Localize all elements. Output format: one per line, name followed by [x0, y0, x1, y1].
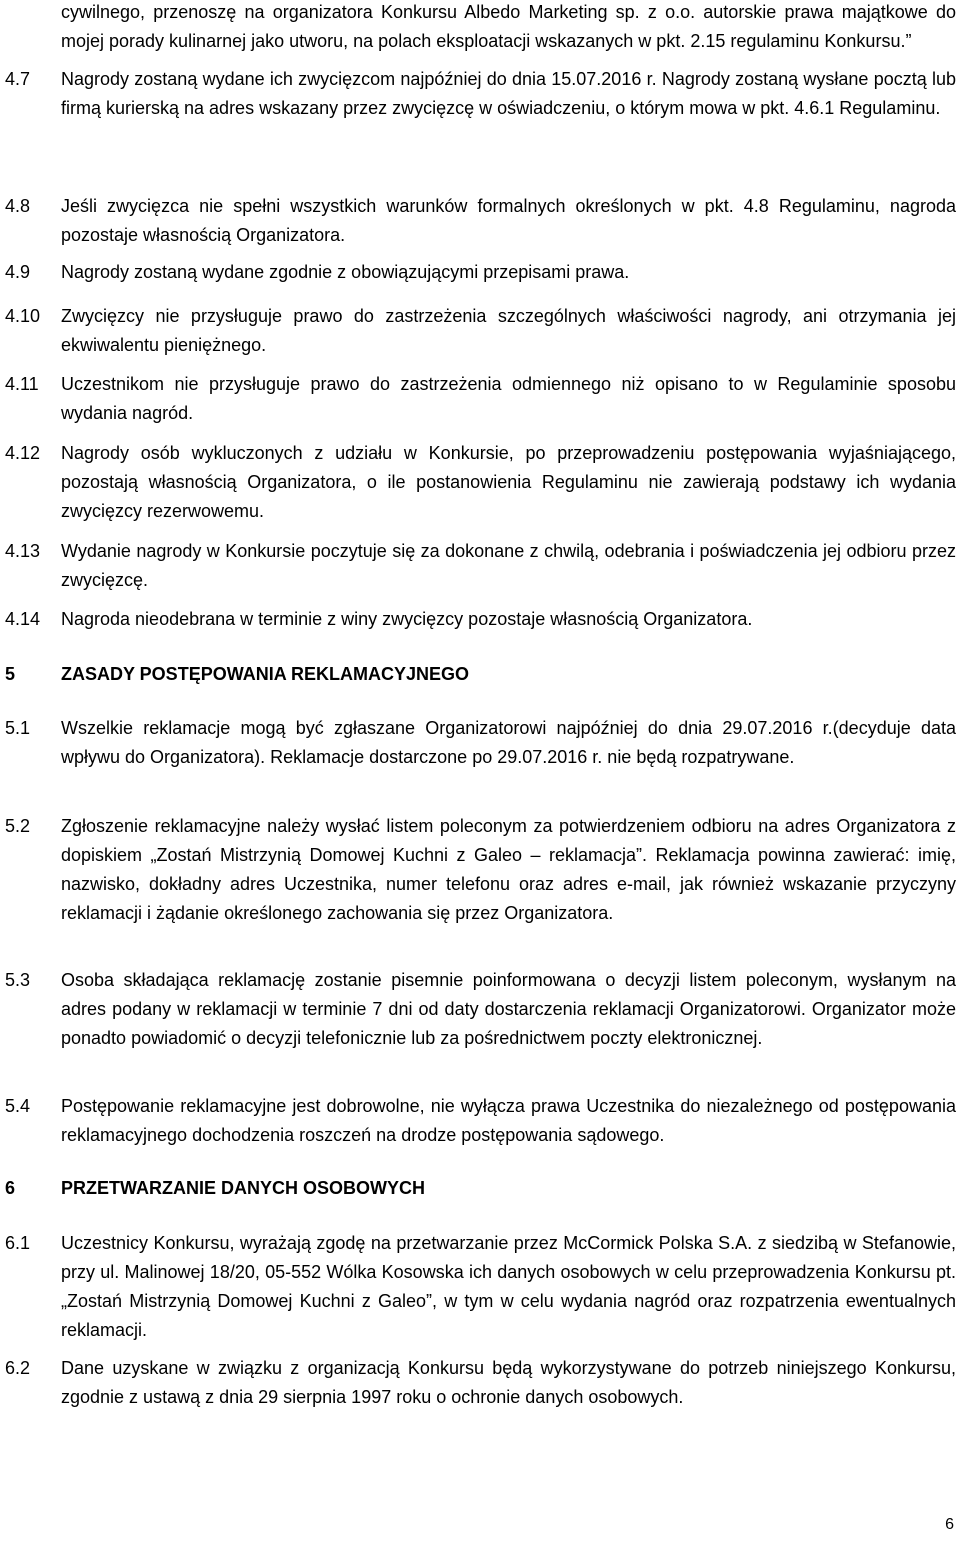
clause-number: 4.14	[5, 609, 41, 629]
clause-number: 4.9	[5, 262, 31, 282]
clause-text: Jeśli zwycięzca nie spełni wszystkich warunków formalnych określonych w pkt. 4.8 Regulaminu, nagroda pozostaje własnością Organizatora.	[61, 196, 956, 245]
clause-number: 5.4	[5, 1096, 31, 1116]
section-number: 5	[5, 664, 16, 684]
clause-4-7	[0, 65, 956, 123]
clause-4-12	[0, 439, 956, 526]
clause-text: Wydanie nagrody w Konkursie poczytuje się za dokonane z chwilą, odebrania i poświadczenia jej odbioru przez zwycięzcę.	[61, 541, 956, 590]
clause-number: 6.2	[5, 1358, 31, 1378]
clause-number: 4.11	[5, 374, 39, 394]
clause-text: Uczestnikom nie przysługuje prawo do zastrzeżenia odmiennego niż opisano to w Regulaminie sposobu wydania nagród.	[61, 374, 956, 423]
clause-text: Wszelkie reklamacje mogą być zgłaszane Organizatorowi najpóźniej do dnia 29.07.2016 r.(decyduje data wpływu do Organizatora). Reklamacje dostarczone po 29.07.2016 r. nie będą rozpatrywane.	[61, 718, 956, 767]
clause-text: Uczestnicy Konkursu, wyrażają zgodę na przetwarzanie przez McCormick Polska S.A. z siedzibą w Stefanowie, przy ul. Malinowej 18/20, 05-552 Wólka Kosowska ich danych osobowych w celu przeprowadzenia Konkursu pt. „Zostań Mistrzynią Domowej Kuchni z Galeo”, w tym w celu wydania nagród oraz rozpatrzenia ewentualnych reklamacji.	[61, 1233, 956, 1340]
clause-number: 4.7	[5, 69, 31, 89]
clause-5-2	[0, 812, 956, 928]
clause-text: Dane uzyskane w związku z organizacją Konkursu będą wykorzystywane do potrzeb niniejszego Konkursu, zgodnie z ustawą z dnia 29 sierpnia 1997 roku o ochronie danych osobowych.	[61, 1358, 956, 1407]
clause-text: Osoba składająca reklamację zostanie pisemnie poinformowana o decyzji listem poleconym, wysłanym na adres podany w reklamacji w terminie 7 dni od daty dostarczenia reklamacji Organizatorowi. Organizator może ponadto powiadomić o decyzji telefonicznie lub za pośrednictwem poczty elektronicznej.	[61, 970, 956, 1048]
clause-6-1	[0, 1229, 956, 1345]
page-number: 6	[945, 1516, 954, 1533]
clause-5-1	[0, 714, 956, 772]
section-6-heading	[0, 1174, 956, 1203]
clause-number: 5.3	[5, 970, 31, 990]
clause-number: 4.10	[5, 306, 41, 326]
clause-4-9	[0, 258, 956, 287]
section-number: 6	[5, 1178, 16, 1198]
clause-number: 4.8	[5, 196, 31, 216]
section-5-heading	[0, 660, 956, 689]
section-title: PRZETWARZANIE DANYCH OSOBOWYCH	[61, 1178, 425, 1198]
clause-number: 5.2	[5, 816, 31, 836]
clause-text: Zgłoszenie reklamacyjne należy wysłać listem poleconym za potwierdzeniem odbioru na adres Organizatora z dopiskiem „Zostań Mistrzynią Domowej Kuchni z Galeo – reklamacja”. Reklamacja powinna zawierać: imię, nazwisko, dokładny adres Uczestnika, numer telefonu oraz adres e-mail, jak również wskazanie przyczyny reklamacji i żądanie określonego zachowania się przez Organizatora.	[61, 816, 956, 923]
clause-number: 4.13	[5, 541, 41, 561]
clause-number: 6.1	[5, 1233, 31, 1253]
clause-number: 4.12	[5, 443, 41, 463]
clause-number: 5.1	[5, 718, 31, 738]
clause-text: Zwycięzcy nie przysługuje prawo do zastrzeżenia szczególnych właściwości nagrody, ani otrzymania jej ekwiwalentu pieniężnego.	[61, 306, 956, 355]
clause-5-3	[0, 966, 956, 1053]
section-title: ZASADY POSTĘPOWANIA REKLAMACYJNEGO	[61, 664, 470, 684]
clause-4-13	[0, 537, 956, 595]
clause-text: Nagrody zostaną wydane zgodnie z obowiązującymi przepisami prawa.	[61, 262, 630, 282]
clause-text: Nagrody zostaną wydane ich zwycięzcom najpóźniej do dnia 15.07.2016 r. Nagrody zostaną wysłane pocztą lub firmą kurierską na adres wskazany przez zwycięzcę w oświadczeniu, o którym mowa w pkt. 4.6.1 Regulaminu.	[61, 69, 956, 118]
clause-5-4	[0, 1092, 956, 1150]
clause-4-14	[0, 605, 956, 634]
clause-6-2	[0, 1354, 956, 1412]
clause-4-10	[0, 302, 956, 360]
clause-text: Postępowanie reklamacyjne jest dobrowolne, nie wyłącza prawa Uczestnika do niezależnego od postępowania reklamacyjnego dochodzenia roszczeń na drodze postępowania sądowego.	[61, 1096, 956, 1145]
clause-text: Nagroda nieodebrana w terminie z winy zwycięzcy pozostaje własnością Organizatora.	[61, 609, 753, 629]
lead-paragraph: cywilnego, przenoszę na organizatora Konkursu Albedo Marketing sp. z o.o. autorskie prawa majątkowe do mojej porady kulinarnej jako utworu, na polach eksploatacji wskazanych w pkt. 2.15 regulaminu Konkursu.”	[61, 2, 956, 51]
clause-text: Nagrody osób wykluczonych z udziału w Konkursie, po przeprowadzeniu postępowania wyjaśniającego, pozostają własnością Organizatora, o ile postanowienia Regulaminu nie zawierają podstawy ich wydania zwycięzcy rezerwowemu.	[61, 443, 956, 521]
clause-4-11	[0, 370, 956, 428]
clause-4-8	[0, 192, 956, 250]
